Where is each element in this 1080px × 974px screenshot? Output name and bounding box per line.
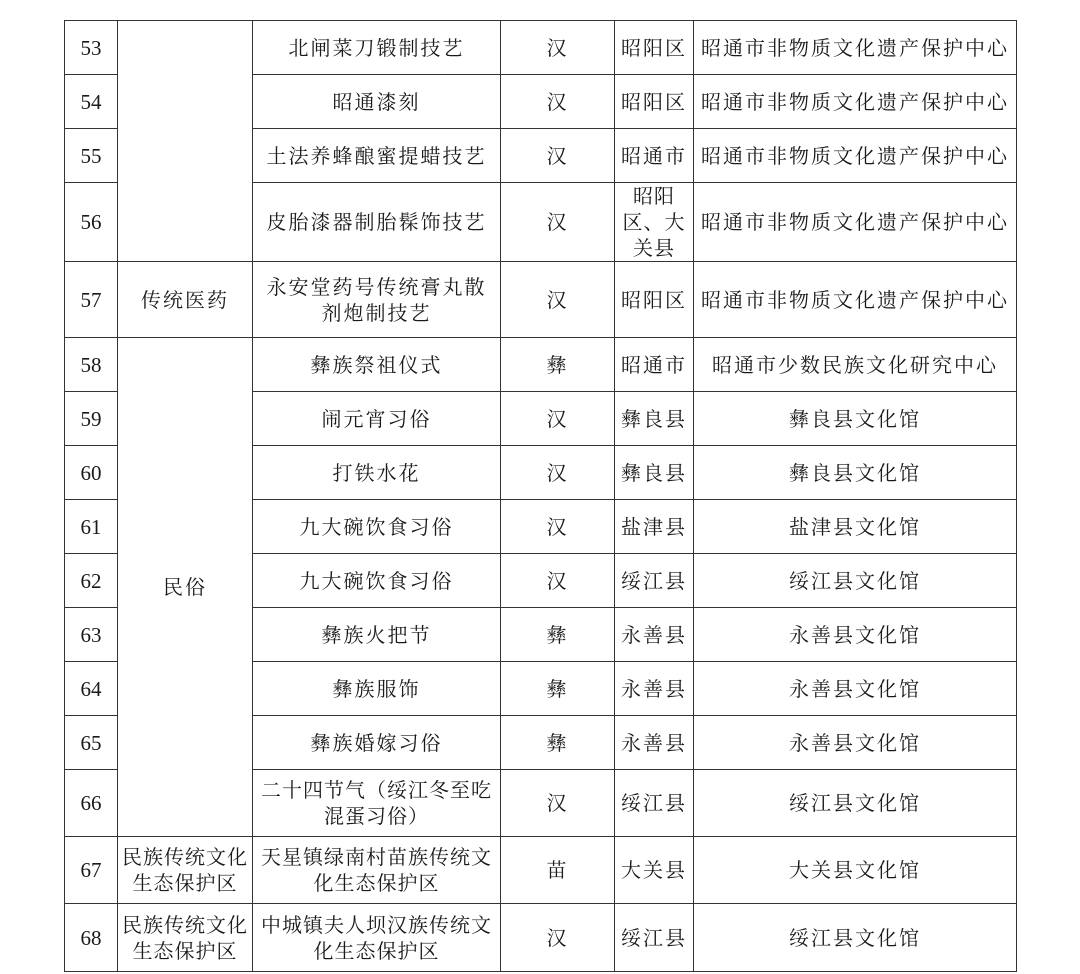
protection-unit: 昭通市非物质文化遗产保护中心 <box>694 21 1017 75</box>
project-name: 天星镇绿南村苗族传统文化生态保护区 <box>253 837 501 904</box>
project-name: 九大碗饮食习俗 <box>253 554 501 608</box>
ethnic-group: 汉 <box>501 770 615 837</box>
category: 民族传统文化生态保护区 <box>118 837 253 904</box>
protection-unit: 昭通市非物质文化遗产保护中心 <box>694 129 1017 183</box>
project-name: 昭通漆刻 <box>253 75 501 129</box>
row-number: 58 <box>65 338 118 392</box>
region: 彝良县 <box>615 392 694 446</box>
row-number: 60 <box>65 446 118 500</box>
protection-unit: 绥江县文化馆 <box>694 554 1017 608</box>
row-number: 65 <box>65 716 118 770</box>
ethnic-group: 彝 <box>501 338 615 392</box>
row-number: 54 <box>65 75 118 129</box>
project-name: 中城镇夫人坝汉族传统文化生态保护区 <box>253 904 501 972</box>
project-name: 二十四节气（绥江冬至吃混蛋习俗） <box>253 770 501 837</box>
document-page <box>64 20 1017 972</box>
region: 盐津县 <box>615 500 694 554</box>
project-name: 永安堂药号传统膏丸散剂炮制技艺 <box>253 262 501 338</box>
row-number: 57 <box>65 262 118 338</box>
protection-unit: 永善县文化馆 <box>694 608 1017 662</box>
row-number: 59 <box>65 392 118 446</box>
table-row <box>65 338 1017 392</box>
region: 绥江县 <box>615 554 694 608</box>
region: 昭阳区 <box>615 75 694 129</box>
ethnic-group: 汉 <box>501 183 615 262</box>
row-number: 62 <box>65 554 118 608</box>
region: 昭阳区、大关县 <box>615 183 694 262</box>
row-number: 55 <box>65 129 118 183</box>
protection-unit: 绥江县文化馆 <box>694 904 1017 972</box>
ethnic-group: 汉 <box>501 446 615 500</box>
protection-unit: 昭通市少数民族文化研究中心 <box>694 338 1017 392</box>
ethnic-group: 彝 <box>501 662 615 716</box>
table-row <box>65 262 1017 338</box>
project-name: 彝族祭祖仪式 <box>253 338 501 392</box>
row-number: 61 <box>65 500 118 554</box>
protection-unit: 彝良县文化馆 <box>694 392 1017 446</box>
row-number: 68 <box>65 904 118 972</box>
protection-unit: 大关县文化馆 <box>694 837 1017 904</box>
region: 彝良县 <box>615 446 694 500</box>
category: 传统医药 <box>118 262 253 338</box>
region: 昭阳区 <box>615 21 694 75</box>
table-row <box>65 904 1017 972</box>
table-row <box>65 837 1017 904</box>
ethnic-group: 汉 <box>501 500 615 554</box>
row-number: 56 <box>65 183 118 262</box>
category: 民俗 <box>118 338 253 837</box>
region: 永善县 <box>615 608 694 662</box>
protection-unit: 永善县文化馆 <box>694 716 1017 770</box>
project-name: 彝族服饰 <box>253 662 501 716</box>
row-number: 64 <box>65 662 118 716</box>
ethnic-group: 汉 <box>501 21 615 75</box>
category: 民族传统文化生态保护区 <box>118 904 253 972</box>
region: 大关县 <box>615 837 694 904</box>
region: 昭通市 <box>615 338 694 392</box>
protection-unit: 昭通市非物质文化遗产保护中心 <box>694 75 1017 129</box>
protection-unit: 盐津县文化馆 <box>694 500 1017 554</box>
region: 昭通市 <box>615 129 694 183</box>
project-name: 九大碗饮食习俗 <box>253 500 501 554</box>
table-row <box>65 21 1017 75</box>
protection-unit: 绥江县文化馆 <box>694 770 1017 837</box>
project-name: 北闸菜刀锻制技艺 <box>253 21 501 75</box>
protection-unit: 昭通市非物质文化遗产保护中心 <box>694 262 1017 338</box>
region: 永善县 <box>615 662 694 716</box>
ethnic-group: 汉 <box>501 129 615 183</box>
row-number: 63 <box>65 608 118 662</box>
project-name: 闹元宵习俗 <box>253 392 501 446</box>
project-name: 打铁水花 <box>253 446 501 500</box>
row-number: 67 <box>65 837 118 904</box>
region: 绥江县 <box>615 770 694 837</box>
row-number: 66 <box>65 770 118 837</box>
ethnic-group: 汉 <box>501 554 615 608</box>
project-name: 皮胎漆器制胎髹饰技艺 <box>253 183 501 262</box>
region: 绥江县 <box>615 904 694 972</box>
project-name: 彝族婚嫁习俗 <box>253 716 501 770</box>
ethnic-group: 彝 <box>501 608 615 662</box>
protection-unit: 永善县文化馆 <box>694 662 1017 716</box>
region: 永善县 <box>615 716 694 770</box>
region: 昭阳区 <box>615 262 694 338</box>
category-cell-empty <box>118 21 253 262</box>
ethnic-group: 汉 <box>501 904 615 972</box>
ethnic-group: 汉 <box>501 392 615 446</box>
row-number: 53 <box>65 21 118 75</box>
project-name: 彝族火把节 <box>253 608 501 662</box>
ethnic-group: 苗 <box>501 837 615 904</box>
ethnic-group: 汉 <box>501 262 615 338</box>
ethnic-group: 彝 <box>501 716 615 770</box>
project-name: 土法养蜂酿蜜提蜡技艺 <box>253 129 501 183</box>
protection-unit: 彝良县文化馆 <box>694 446 1017 500</box>
ethnic-group: 汉 <box>501 75 615 129</box>
protection-unit: 昭通市非物质文化遗产保护中心 <box>694 183 1017 262</box>
heritage-table <box>64 20 1017 972</box>
